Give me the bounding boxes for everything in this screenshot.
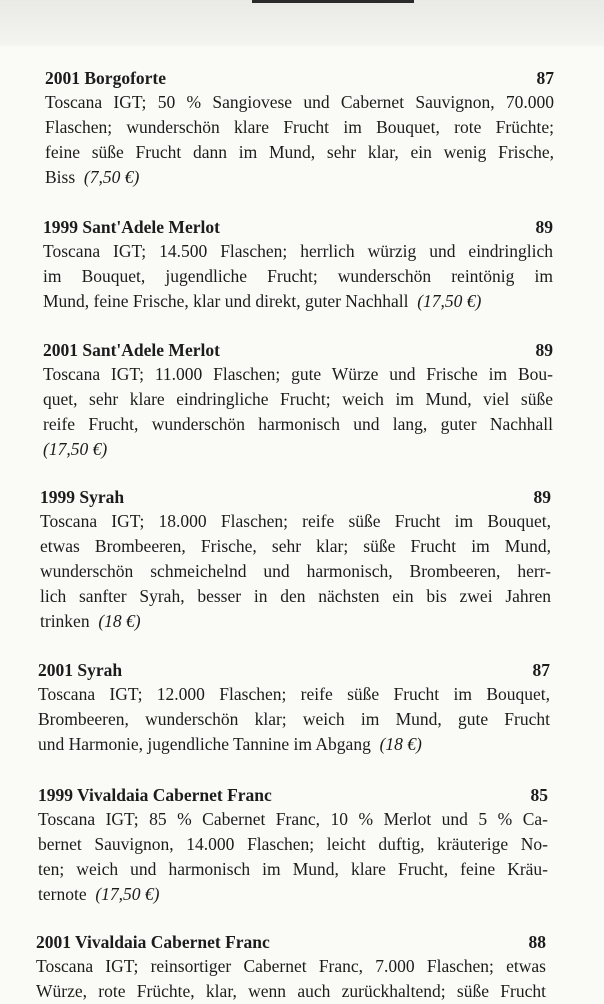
wine-description-line [40, 584, 551, 609]
wine-description-line [38, 707, 550, 732]
description-text: wunderschön schmeichelnd und harmonisch, Brombeeren, herr- [40, 561, 551, 581]
description-text: Flaschen; wunderschön klare Frucht im Bouquet, rote Früchte; [45, 117, 554, 137]
wine-title: 1999 Sant'Adele Merlot [43, 217, 220, 237]
description-text: Würze, rote Früchte, klar, wenn auch zurückhaltend; süße Frucht [36, 981, 546, 1001]
description-text: Toscana IGT; 14.500 Flaschen; herrlich würzig und eindringlich [43, 241, 553, 261]
wine-description-line [36, 979, 546, 1004]
wine-title: 2001 Sant'Adele Merlot [43, 340, 220, 360]
wine-score: 87 [532, 660, 550, 680]
description-text: reife Frucht, wunderschön harmonisch und lang, guter Nachhall [43, 414, 553, 434]
description-text: Toscana IGT; 12.000 Flaschen; reife süße Frucht im Bouquet, [38, 684, 550, 704]
wine-description-line [45, 90, 554, 115]
wine-price: (7,50 €) [83, 167, 140, 187]
description-text: trinken [40, 611, 90, 631]
wine-description-line [43, 239, 553, 264]
wine-title: 2001 Borgoforte [45, 68, 167, 88]
wine-score: 87 [536, 68, 554, 88]
wine-description-line [45, 165, 554, 190]
description-text: bernet Sauvignon, 14.000 Flaschen; leicht duftig, kräuterige No- [38, 834, 548, 854]
wine-score: 89 [535, 340, 553, 360]
wine-score: 89 [533, 487, 551, 507]
wine-description-line [40, 609, 551, 634]
wine-description-line [38, 732, 550, 757]
description-text: ten; weich und harmonisch im Mund, klare Frucht, feine Kräu- [38, 859, 548, 879]
wine-description-line [40, 559, 551, 584]
description-text: im Bouquet, jugendliche Frucht; wunderschön reintönig im [43, 266, 553, 286]
description-text: Toscana IGT; reinsortiger Cabernet Franc, 7.000 Flaschen; etwas [36, 956, 546, 976]
wine-price: (17,50 €) [43, 439, 108, 459]
wine-title: 2001 Vivaldaia Cabernet Franc [36, 932, 270, 952]
wine-description-line [38, 807, 548, 832]
wine-description-line [45, 115, 554, 140]
wine-description-line [38, 882, 548, 907]
page-top-band [0, 0, 604, 46]
wine-description-line [38, 857, 548, 882]
wine-score: 85 [530, 785, 548, 805]
wine-description-line [40, 534, 551, 559]
wine-description-line [43, 412, 553, 437]
wine-description-line [43, 264, 553, 289]
wine-description-line [38, 832, 548, 857]
wine-description-line [45, 140, 554, 165]
description-text: Brombeeren, wunderschön klar; weich im Mund, gute Frucht [38, 709, 550, 729]
wine-score: 88 [528, 932, 546, 952]
description-text: Mund, feine Frische, klar und direkt, guter Nachhall [43, 291, 409, 311]
wine-title: 1999 Syrah [40, 487, 125, 507]
description-text: ternote [38, 884, 87, 904]
wine-price: (17,50 €) [417, 291, 482, 311]
description-text: Biss [45, 167, 76, 187]
wine-description-line [40, 509, 551, 534]
wine-description-line [43, 289, 553, 314]
wine-title: 2001 Syrah [38, 660, 123, 680]
wine-price: (18 €) [98, 611, 141, 631]
description-text: lich sanfter Syrah, besser in den nächsten ein bis zwei Jahren [40, 586, 551, 606]
description-text: und Harmonie, jugendliche Tannine im Abgang [38, 734, 371, 754]
description-text: etwas Brombeeren, Frische, sehr klar; süße Frucht im Mund, [40, 536, 551, 556]
description-text: quet, sehr klare eindringliche Frucht; weich im Mund, viel süße [43, 389, 553, 409]
wine-price: (17,50 €) [95, 884, 160, 904]
wine-title: 1999 Vivaldaia Cabernet Franc [38, 785, 272, 805]
wine-score: 89 [535, 217, 553, 237]
wine-description-line [43, 387, 553, 412]
wine-description-line [36, 954, 546, 979]
description-text: Toscana IGT; 85 % Cabernet Franc, 10 % Merlot und 5 % Ca- [38, 809, 548, 829]
description-text: Toscana IGT; 11.000 Flaschen; gute Würze und Frische im Bou- [43, 364, 553, 384]
wine-price: (18 €) [379, 734, 422, 754]
description-text: Toscana IGT; 50 % Sangiovese und Cabernet Sauvignon, 70.000 [45, 92, 554, 112]
wine-description-line [43, 437, 553, 462]
wine-description-line [43, 362, 553, 387]
header-rule [252, 0, 414, 3]
wine-description-line [38, 682, 550, 707]
description-text: feine süße Frucht dann im Mund, sehr klar, ein wenig Frische, [45, 142, 554, 162]
description-text: Toscana IGT; 18.000 Flaschen; reife süße Frucht im Bouquet, [40, 511, 551, 531]
